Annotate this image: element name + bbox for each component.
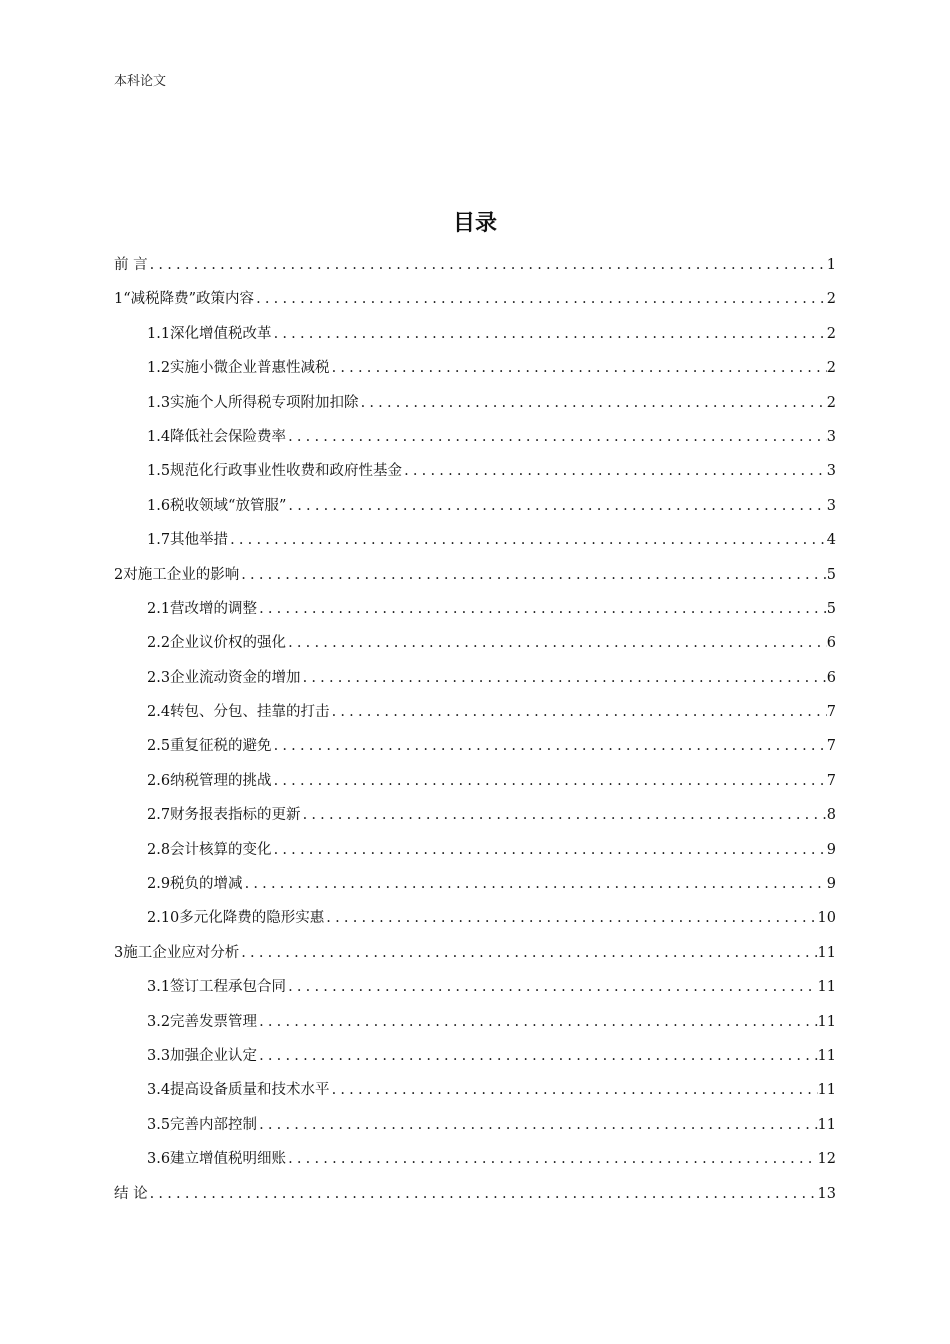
toc-entry-label: 3.1签订工程承包合同: [147, 979, 287, 996]
toc-entry-page: 1: [826, 257, 836, 273]
toc-entry[interactable]: [114, 1108, 836, 1142]
toc-entry-label: 1.7其他举措: [147, 532, 229, 549]
toc-leader-dots: [330, 695, 827, 729]
toc-entry-label: 3施工企业应对分析: [114, 944, 240, 961]
toc-entry-label: 1.6税收领域“放管服”: [147, 497, 287, 514]
toc-leader-dots: [272, 729, 827, 763]
toc-leader-dots: [257, 1005, 817, 1039]
toc-entry-label: 1“减税降费”政策内容: [114, 291, 255, 308]
toc-entry-label: 3.6建立增值税明细账: [147, 1151, 287, 1168]
toc-entry[interactable]: [114, 867, 836, 901]
toc-leader-dots: [254, 282, 827, 316]
toc-entry[interactable]: [114, 282, 836, 316]
toc-entry-page: 12: [817, 1151, 836, 1168]
toc-entry-page: 11: [817, 944, 836, 961]
toc-entry-label: 2.1营改增的调整: [147, 600, 258, 617]
toc-entry-label: 1.4降低社会保险费率: [147, 428, 287, 445]
toc-leader-dots: [330, 351, 827, 385]
toc-entry-label: 3.4提高设备质量和技术水平: [147, 1082, 330, 1099]
toc-entry-page: 3: [826, 497, 836, 514]
toc-entry-label: 1.3实施个人所得税专项附加扣除: [147, 394, 359, 411]
toc-entry-label: 1.2实施小微企业普惠性减税: [147, 360, 330, 377]
toc-entry-label: 3.2完善发票管理: [147, 1013, 258, 1030]
toc-entry-label: 1.5规范化行政事业性收费和政府性基金: [147, 463, 403, 480]
toc-entry-label: 前 言: [114, 257, 148, 273]
toc-entry[interactable]: [114, 420, 836, 454]
toc-entry-label: 2.10多元化降费的隐形实惠: [147, 910, 325, 927]
toc-leader-dots: [239, 558, 827, 592]
toc-entry-page: 11: [817, 1116, 836, 1133]
toc-entry-page: 11: [817, 1047, 836, 1064]
toc-leader-dots: [286, 970, 817, 1004]
toc-leader-dots: [239, 936, 817, 970]
toc-entry[interactable]: [114, 248, 836, 282]
toc-entry[interactable]: [114, 661, 836, 695]
toc-entry-page: 2: [826, 394, 836, 411]
toc-entry-page: 9: [826, 876, 836, 893]
toc-leader-dots: [330, 1073, 818, 1107]
toc-entry-label: 3.5完善内部控制: [147, 1116, 258, 1133]
toc-entry[interactable]: [114, 1177, 836, 1211]
toc-entry-label: 2.5重复征税的避免: [147, 738, 272, 755]
toc-leader-dots: [286, 489, 826, 523]
toc-title: 目录: [452, 211, 497, 236]
toc-entry[interactable]: [114, 626, 836, 660]
toc-entry-page: 5: [826, 566, 836, 583]
toc-entry[interactable]: [114, 351, 836, 385]
toc-leader-dots: [286, 1142, 817, 1176]
toc-entry-label: 2对施工企业的影响: [114, 566, 240, 583]
toc-entry-page: 3: [826, 428, 836, 445]
toc-entry[interactable]: [114, 970, 836, 1004]
toc-entry[interactable]: [114, 695, 836, 729]
toc-entry-label: 2.3企业流动资金的增加: [147, 669, 301, 686]
toc-entry[interactable]: [114, 833, 836, 867]
toc-entry-label: 3.3加强企业认定: [147, 1047, 258, 1064]
toc-entry[interactable]: [114, 1039, 836, 1073]
toc-entry-page: 9: [826, 841, 836, 858]
toc-leader-dots: [148, 248, 827, 282]
toc-entry-page: 11: [817, 1013, 836, 1030]
toc-entry-label: 2.8会计核算的变化: [147, 841, 272, 858]
toc-entry[interactable]: [114, 523, 836, 557]
toc-entry[interactable]: [114, 1005, 836, 1039]
toc-leader-dots: [272, 317, 827, 351]
toc-leader-dots: [286, 626, 827, 660]
toc-leader-dots: [272, 764, 827, 798]
toc-entry-page: 2: [826, 325, 836, 342]
toc-leader-dots: [301, 798, 827, 832]
toc-entry-page: 7: [826, 738, 836, 755]
toc-entry-label: 2.2企业议价权的强化: [147, 635, 287, 652]
toc-entry[interactable]: [114, 317, 836, 351]
toc-leader-dots: [402, 454, 827, 488]
toc-leader-dots: [228, 523, 827, 557]
toc-entry[interactable]: [114, 901, 836, 935]
toc-entry-page: 13: [817, 1185, 836, 1202]
toc-entry-label: 1.1深化增值税改革: [147, 325, 272, 342]
toc-entry-label: 结 论: [114, 1185, 148, 1202]
toc-leader-dots: [243, 867, 827, 901]
toc-entry[interactable]: [114, 558, 836, 592]
toc-entry-page: 7: [826, 772, 836, 789]
toc-leader-dots: [324, 901, 817, 935]
toc-leader-dots: [148, 1177, 818, 1211]
table-of-contents: [114, 248, 836, 1211]
toc-entry-page: 11: [817, 979, 836, 996]
toc-entry-label: 2.6纳税管理的挑战: [147, 772, 272, 789]
toc-entry-page: 2: [826, 360, 836, 377]
toc-entry-page: 2: [826, 291, 836, 308]
toc-leader-dots: [301, 661, 827, 695]
toc-entry-label: 2.9税负的增减: [147, 876, 243, 893]
toc-entry[interactable]: [114, 592, 836, 626]
toc-leader-dots: [257, 1039, 817, 1073]
toc-entry[interactable]: [114, 936, 836, 970]
toc-entry-page: 3: [826, 463, 836, 480]
toc-entry[interactable]: [114, 454, 836, 488]
toc-leader-dots: [286, 420, 827, 454]
toc-leader-dots: [272, 833, 827, 867]
toc-leader-dots: [257, 592, 827, 626]
toc-entry[interactable]: [114, 1142, 836, 1176]
toc-entry[interactable]: [114, 489, 836, 523]
toc-entry[interactable]: [114, 386, 836, 420]
toc-entry[interactable]: [114, 729, 836, 763]
toc-entry[interactable]: [114, 1073, 836, 1107]
toc-entry-page: 8: [826, 807, 836, 824]
toc-entry-page: 4: [826, 532, 836, 549]
toc-entry-page: 6: [826, 635, 836, 652]
toc-entry-label: 2.4转包、分包、挂靠的打击: [147, 704, 330, 721]
toc-entry-page: 10: [817, 910, 836, 927]
toc-entry-page: 7: [826, 704, 836, 721]
toc-entry-page: 11: [817, 1082, 836, 1099]
toc-entry[interactable]: [114, 798, 836, 832]
toc-entry[interactable]: [114, 764, 836, 798]
page-header: 本科论文: [114, 74, 167, 89]
toc-entry-page: 5: [826, 600, 836, 617]
toc-leader-dots: [359, 386, 827, 420]
toc-entry-page: 6: [826, 669, 836, 686]
toc-leader-dots: [257, 1108, 817, 1142]
toc-entry-label: 2.7财务报表指标的更新: [147, 807, 301, 824]
